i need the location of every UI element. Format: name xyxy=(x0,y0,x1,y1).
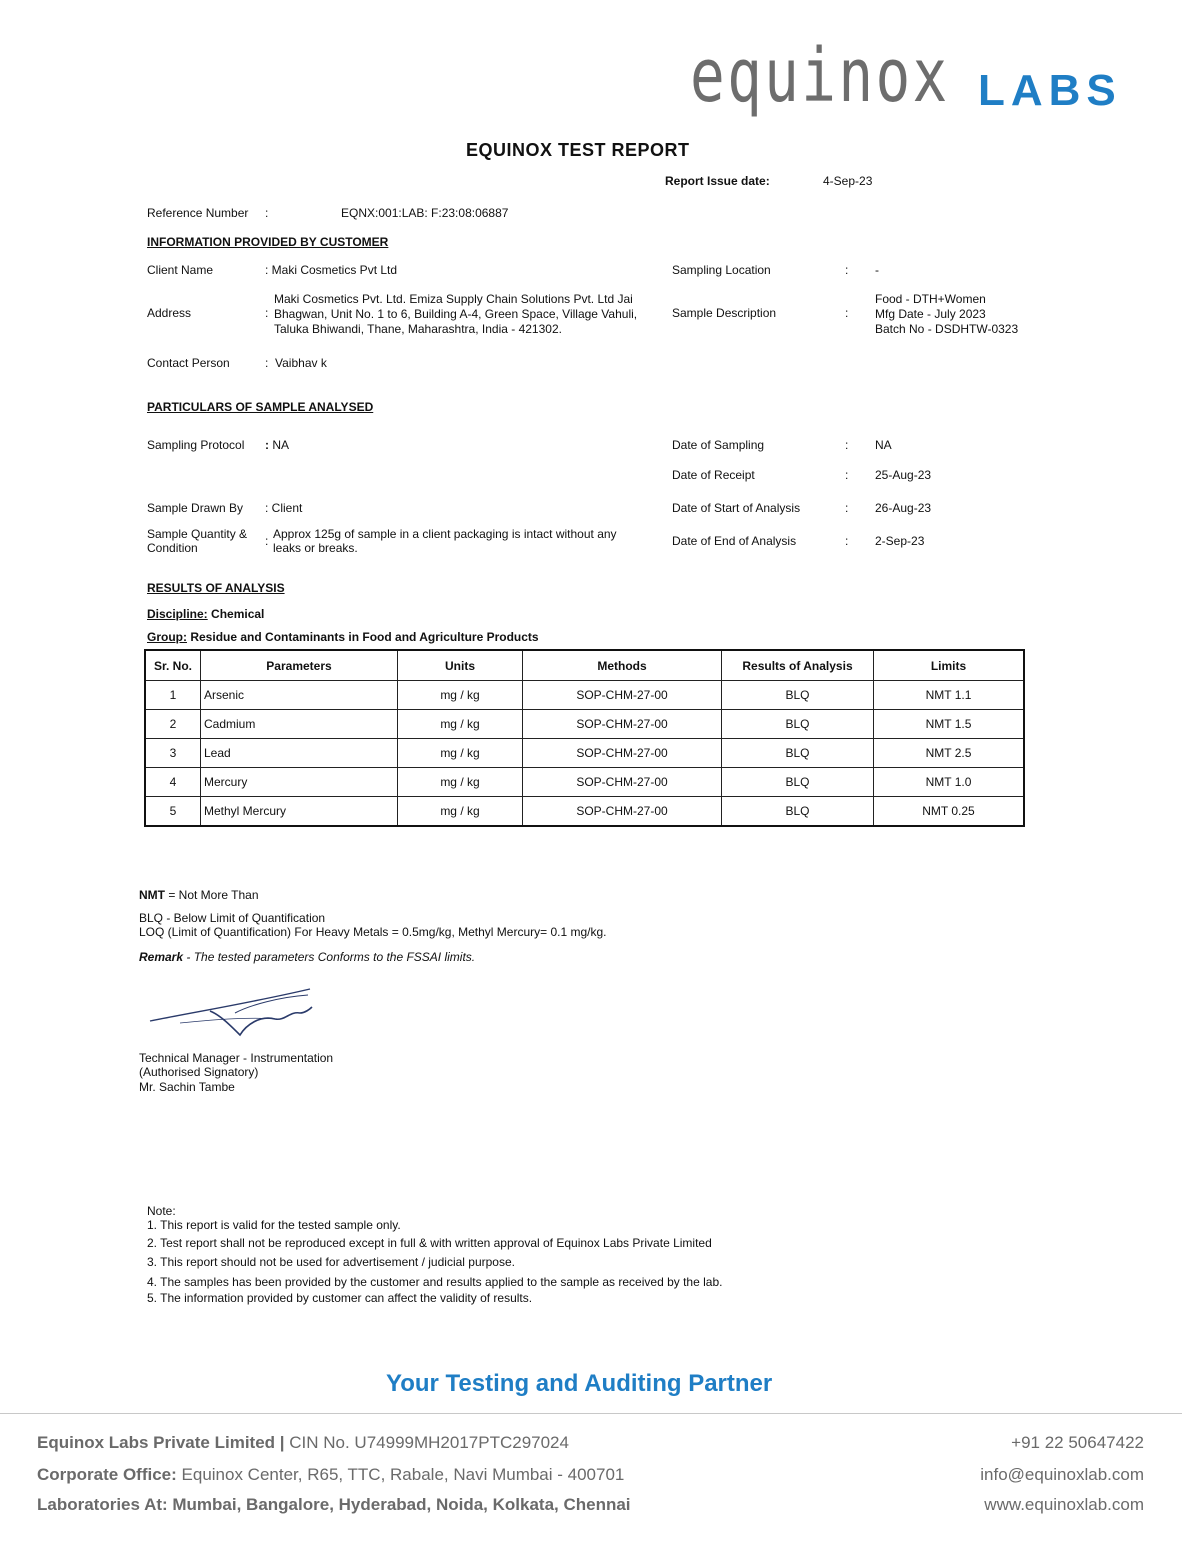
note-item: 2. Test report shall not be reproduced except in full & with written approval of Equinox Labs Private Limited xyxy=(147,1236,712,1250)
quantity-label-line: Sample Quantity & xyxy=(147,527,248,541)
cell-units: mg / kg xyxy=(398,797,523,827)
protocol-value: NA xyxy=(272,438,290,452)
tagline: Your Testing and Auditing Partner xyxy=(386,1370,773,1397)
address-value xyxy=(274,292,637,337)
laboratories-line: Laboratories At: Mumbai, Bangalore, Hyderabad, Noida, Kolkata, Chennai xyxy=(37,1495,631,1514)
cell-result: BLQ xyxy=(722,739,874,768)
cell-units: mg / kg xyxy=(398,681,523,710)
quantity-value-line: Approx 125g of sample in a client packaging is intact without any xyxy=(273,527,617,541)
client-value: Maki Cosmetics Pvt Ltd xyxy=(271,263,398,277)
reference-value: EQNX:001:LAB: F:23:08:06887 xyxy=(341,206,509,220)
quantity-value xyxy=(273,527,617,555)
group-label: Group: xyxy=(147,630,187,644)
sample-desc-line: Food - DTH+Women xyxy=(875,292,986,306)
quantity-value-line: leaks or breaks. xyxy=(273,541,358,555)
remark-text: - The tested parameters Conforms to the FSSAI limits. xyxy=(183,950,476,964)
note-item: 5. The information provided by customer can affect the validity of results. xyxy=(147,1291,533,1305)
cell-method: SOP-CHM-27-00 xyxy=(523,681,722,710)
cell-limit: NMT 0.25 xyxy=(874,797,1025,827)
sample-desc-line: Mfg Date - July 2023 xyxy=(875,307,986,321)
quantity-label xyxy=(147,527,247,555)
note-item: 3. This report should not be used for advertisement / judicial purpose. xyxy=(147,1255,515,1269)
quantity-sep: : xyxy=(265,534,269,548)
drawn-label: Sample Drawn By xyxy=(147,501,244,515)
discipline-value: Chemical xyxy=(211,607,265,621)
nmt-abbr: NMT xyxy=(139,888,165,902)
company-cin: CIN No. U74999MH2017PTC297024 xyxy=(284,1433,569,1452)
nmt-legend xyxy=(139,888,259,902)
cell-limit: NMT 2.5 xyxy=(874,739,1025,768)
signatory-auth: (Authorised Signatory) xyxy=(139,1065,259,1079)
footer-email[interactable]: info@equinoxlab.com xyxy=(980,1465,1144,1484)
particulars-heading: PARTICULARS OF SAMPLE ANALYSED xyxy=(147,400,374,414)
cell-parameter: Mercury xyxy=(201,768,398,797)
col-header: Parameters xyxy=(201,650,398,681)
cell-result: BLQ xyxy=(722,797,874,827)
cell-method: SOP-CHM-27-00 xyxy=(523,797,722,827)
cell-sr: 3 xyxy=(145,739,201,768)
address-sep: : xyxy=(265,306,269,320)
cell-result: BLQ xyxy=(722,681,874,710)
address-label: Address xyxy=(147,306,192,320)
footer-divider xyxy=(0,1413,1182,1414)
date-sampling-value: NA xyxy=(875,438,892,452)
date-sampling-sep: : xyxy=(845,438,849,452)
cell-sr: 4 xyxy=(145,768,201,797)
col-header: Limits xyxy=(874,650,1025,681)
remark xyxy=(139,950,475,964)
date-start-sep: : xyxy=(845,501,849,515)
remark-label: Remark xyxy=(139,950,184,964)
notes-heading: Note: xyxy=(147,1204,176,1218)
group-line xyxy=(147,630,539,644)
customer-heading: INFORMATION PROVIDED BY CUSTOMER xyxy=(147,235,389,249)
col-header: Methods xyxy=(523,650,722,681)
date-start-value: 26-Aug-23 xyxy=(875,501,932,515)
cell-units: mg / kg xyxy=(398,739,523,768)
reference-label: Reference Number xyxy=(147,206,249,220)
drawn-value: Client xyxy=(271,501,303,515)
signatory-role: Technical Manager - Instrumentation xyxy=(139,1051,334,1065)
date-end-value: 2-Sep-23 xyxy=(875,534,925,548)
date-sampling-label: Date of Sampling xyxy=(672,438,765,452)
logo-labs-text: LABS xyxy=(978,66,1122,115)
table-row xyxy=(145,681,1024,710)
cell-sr: 1 xyxy=(145,681,201,710)
discipline-label: Discipline: xyxy=(147,607,208,621)
date-start-label: Date of Start of Analysis xyxy=(672,501,801,515)
cell-sr: 2 xyxy=(145,710,201,739)
sample-desc-label: Sample Description xyxy=(672,306,777,320)
col-header: Units xyxy=(398,650,523,681)
sampling-location-sep: : xyxy=(845,263,849,277)
cell-limit: NMT 1.1 xyxy=(874,681,1025,710)
col-header: Results of Analysis xyxy=(722,650,874,681)
issue-date-value: 4-Sep-23 xyxy=(823,174,873,188)
address-line: Maki Cosmetics Pvt. Ltd. Emiza Supply Chain Solutions Pvt. Ltd Jai xyxy=(274,292,633,306)
sampling-location-label: Sampling Location xyxy=(672,263,771,277)
date-end-label: Date of End of Analysis xyxy=(672,534,797,548)
results-table xyxy=(144,649,1025,827)
company-logo xyxy=(690,22,1160,122)
reference-sep: : xyxy=(265,206,269,220)
discipline-line xyxy=(147,607,264,621)
address-line: Bhagwan, Unit No. 1 to 6, Building A-4, Green Space, Village Vahuli, xyxy=(274,307,638,321)
cell-parameter: Methyl Mercury xyxy=(201,797,398,827)
sample-desc-line: Batch No - DSDHTW-0323 xyxy=(875,322,1019,336)
footer-website[interactable]: www.equinoxlab.com xyxy=(984,1495,1144,1514)
contact-value-row: : Vaibhav k xyxy=(265,356,327,370)
nmt-text: = Not More Than xyxy=(165,888,259,902)
office-address: Equinox Center, R65, TTC, Rabale, Navi Mumbai - 400701 xyxy=(176,1465,625,1484)
loq-legend: LOQ (Limit of Quantification) For Heavy Metals = 0.5mg/kg, Methyl Mercury= 0.1 mg/kg. xyxy=(139,925,607,939)
date-receipt-value: 25-Aug-23 xyxy=(875,468,932,482)
col-header: Sr. No. xyxy=(145,650,201,681)
date-receipt-sep: : xyxy=(845,468,849,482)
date-end-sep: : xyxy=(845,534,849,548)
group-value: Residue and Contaminants in Food and Agriculture Products xyxy=(190,630,539,644)
cell-units: mg / kg xyxy=(398,710,523,739)
table-row xyxy=(145,797,1024,827)
company-name: Equinox Labs Private Limited | xyxy=(37,1433,285,1452)
office-line xyxy=(37,1465,624,1485)
drawn-value-row: : Client xyxy=(265,501,303,515)
cell-method: SOP-CHM-27-00 xyxy=(523,768,722,797)
date-receipt-label: Date of Receipt xyxy=(672,468,755,482)
quantity-label-line: Condition xyxy=(147,541,198,555)
signatory-name: Mr. Sachin Tambe xyxy=(139,1080,235,1094)
cell-sr: 5 xyxy=(145,797,201,827)
address-line: Taluka Bhiwandi, Thane, Maharashtra, India - 421302. xyxy=(274,322,562,336)
cell-units: mg / kg xyxy=(398,768,523,797)
issue-date-label: Report Issue date: xyxy=(665,174,770,188)
footer-phone: +91 22 50647422 xyxy=(1011,1433,1144,1452)
client-label: Client Name xyxy=(147,263,214,277)
table-row xyxy=(145,768,1024,797)
results-heading: RESULTS OF ANALYSIS xyxy=(147,581,285,595)
sample-desc-sep: : xyxy=(845,306,849,320)
cell-parameter: Lead xyxy=(201,739,398,768)
sampling-location-value: - xyxy=(875,263,879,277)
logo-wordmark: equinox xyxy=(690,33,950,119)
cell-parameter: Cadmium xyxy=(201,710,398,739)
sample-desc-value xyxy=(875,292,1018,337)
cell-result: BLQ xyxy=(722,710,874,739)
cell-result: BLQ xyxy=(722,768,874,797)
blq-legend: BLQ - Below Limit of Quantification xyxy=(139,911,326,925)
cell-method: SOP-CHM-27-00 xyxy=(523,739,722,768)
note-item: 1. This report is valid for the tested sample only. xyxy=(147,1218,401,1232)
company-line xyxy=(37,1433,569,1453)
contact-label: Contact Person xyxy=(147,356,230,370)
cell-limit: NMT 1.5 xyxy=(874,710,1025,739)
note-item: 4. The samples has been provided by the customer and results applied to the sample as received by the lab. xyxy=(147,1275,723,1289)
protocol-label: Sampling Protocol xyxy=(147,438,245,452)
cell-method: SOP-CHM-27-00 xyxy=(523,710,722,739)
signature-image xyxy=(140,975,330,1047)
table-row xyxy=(145,739,1024,768)
client-value-row: : Maki Cosmetics Pvt Ltd xyxy=(265,263,398,277)
cell-limit: NMT 1.0 xyxy=(874,768,1025,797)
table-header-row xyxy=(145,650,1024,681)
table-row xyxy=(145,710,1024,739)
cell-parameter: Arsenic xyxy=(201,681,398,710)
protocol-value-row: : NA xyxy=(265,438,290,452)
contact-value: Vaibhav k xyxy=(275,356,327,370)
report-title: EQUINOX TEST REPORT xyxy=(466,140,690,160)
office-label: Corporate Office: xyxy=(37,1465,177,1484)
